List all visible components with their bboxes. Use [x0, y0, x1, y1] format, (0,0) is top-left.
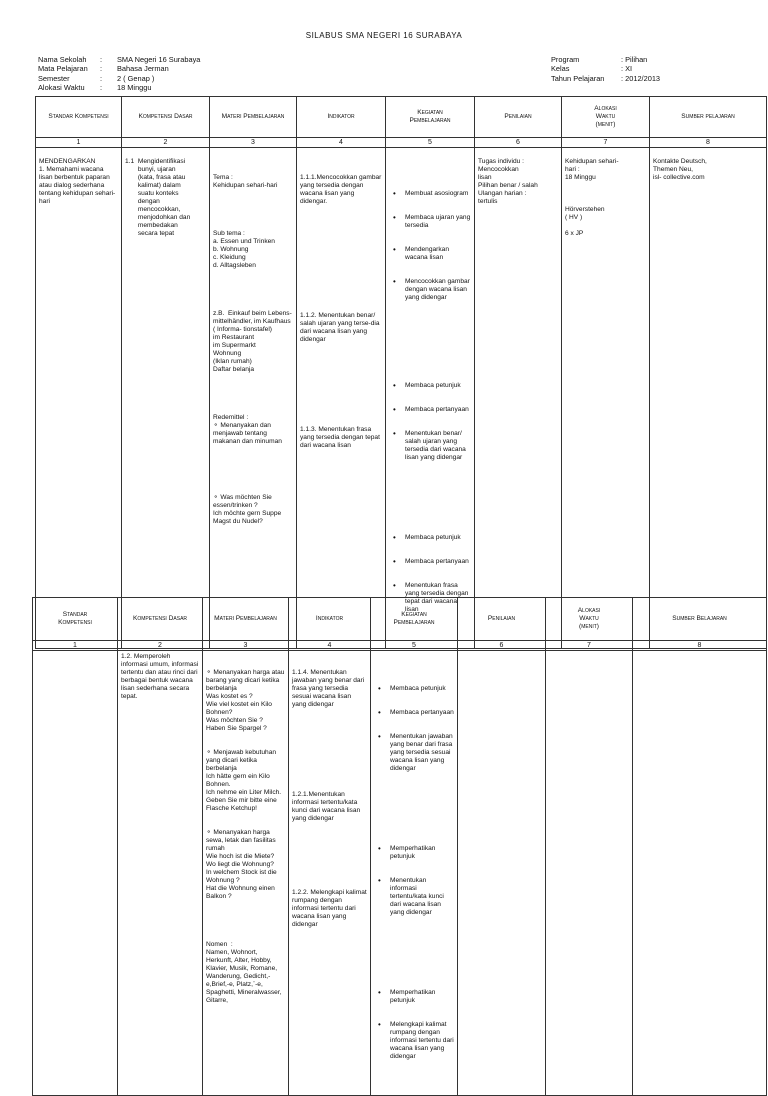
kegiatan-item: • Melengkapi kalimat rumpang dengan informasi tertentu dari wacana lisan yang didengar: [390, 1021, 454, 1061]
info-row: Kelas : XI: [551, 64, 633, 74]
header-cell: Sumber Belajaran: [633, 598, 767, 641]
header-cell: Kegiatan Pembelajaran: [371, 598, 458, 641]
column-number: 4: [289, 641, 371, 651]
kegiatan-item: • Menentukan informasi tertentu/kata kunci dari wacana lisan yang didengar: [390, 877, 454, 917]
kegiatan-item: • Menentukan jawaban yang benar dari frasa yang tersedia sesuai wacana lisan yang didengar: [390, 733, 454, 773]
materi-cell: [203, 651, 289, 1096]
indikator-cell: [297, 148, 386, 649]
kegiatan-list: [389, 366, 471, 478]
kegiatan-item: • Membuat asosiogram: [405, 190, 471, 198]
kegiatan-item: • Membaca pertanyaan: [405, 406, 471, 414]
info-row: Program : Pilihan: [551, 55, 648, 64]
column-number: 1: [33, 641, 118, 651]
kegiatan-list: [374, 973, 454, 1077]
number-row: [33, 641, 767, 651]
info-row: Alokasi Waktu : 18 Minggu: [38, 82, 152, 92]
kegiatan-list: [389, 174, 471, 318]
materi-block: Redemittel : ⚬ Menanyakan dan menjawab tentang makanan dan minuman: [213, 414, 282, 445]
syllabus-table-1: [35, 96, 767, 649]
indikator-item: 1.2.2. Melengkapi kalimat rumpang dengan informasi tertentu dari wacana lisan yang didengar: [292, 889, 369, 928]
header-cell: Kegiatan Pembelajaran: [386, 97, 475, 138]
kegiatan-item: • Menentukan benar/ salah ujaran yang tersedia dari wacana lisan yang didengar: [405, 430, 471, 462]
info-row: Mata Pelajaran : Bahasa Jerman: [38, 64, 169, 74]
header-cell: Materi Pembelajaran: [210, 97, 297, 138]
header-cell: Alokasi Waktu (menit): [562, 97, 650, 138]
column-number: 5: [371, 641, 458, 651]
kegiatan-item: • Membaca petunjuk: [390, 685, 454, 693]
indikator-item: 1.2.1.Menentukan informasi tertentu/kata kunci dari wacana lisan yang didengar: [292, 791, 363, 822]
standar-kompetensi-cell: MENDENGARKAN 1. Memahami wacana lisan berbentuk paparan atau dialog sederhana tentang kehidupan sehari-hari: [36, 148, 122, 649]
header-cell: Penilaian: [475, 97, 562, 138]
alokasi-cell: [546, 651, 633, 1096]
syllabus-table-2: [32, 597, 767, 1096]
header-cell: Kompetensi Dasar: [122, 97, 210, 138]
column-number: 1: [36, 138, 122, 148]
indikator-item: 1.1.2. Menentukan benar/ salah ujaran yang terse-dia dari wacana lisan yang didengar: [300, 312, 382, 343]
header-row: [33, 598, 767, 641]
materi-block: Sub tema : a. Essen und Trinken b. Wohnung c. Kleidung d. Alltagsleben: [213, 230, 275, 269]
kegiatan-item: • Memperhatikan petunjuk: [390, 989, 454, 1005]
standar-kompetensi-cell: [33, 651, 118, 1096]
content-row: [33, 651, 767, 1096]
header-cell: Kompetensi Dasar: [118, 598, 203, 641]
column-number: 3: [210, 138, 297, 148]
column-number: 5: [386, 138, 475, 148]
kegiatan-item: • Mendengarkan wacana lisan: [405, 246, 471, 262]
kompetensi-dasar-cell: 1.1 Mengidentifikasi bunyi, ujaran (kata, frasa atau kalimat) dalam suatu konteks dengan mencocokkan, menjodohkan dan membedakan secara tepat: [122, 148, 210, 649]
header-cell: Indikator: [297, 97, 386, 138]
kegiatan-item: • Membaca pertanyaan: [390, 709, 454, 717]
header-cell: Standar Kompetensi: [33, 598, 118, 641]
column-number: 7: [546, 641, 633, 651]
column-number: 7: [562, 138, 650, 148]
kegiatan-item: • Memperhatikan petunjuk: [390, 845, 454, 861]
column-number: 4: [297, 138, 386, 148]
column-number: 6: [475, 138, 562, 148]
materi-block: ⚬ Menjawab kebutuhan yang dicari ketika berbelanja Ich hätte gern ein Kilo Bohnen. Ich nehme ein Liter Milch. Geben Sie mir bitte eine Flasche Ketchup!: [206, 749, 282, 812]
program-info: [551, 55, 660, 83]
kegiatan-item: • Mencocokkan gambar dengan wacana lisan yang didengar: [405, 278, 471, 302]
sumber-cell: Kontakte Deutsch, Themen Neu, isl- collective.com: [650, 148, 767, 649]
content-row: [36, 148, 767, 649]
info-row: Nama Sekolah : SMA Negeri 16 Surabaya: [38, 55, 201, 64]
column-number: 2: [118, 641, 203, 651]
number-row: [36, 138, 767, 148]
header-cell: Materi Pembelajaran: [203, 598, 289, 641]
materi-cell: [210, 148, 297, 649]
kompetensi-dasar-cell: 1.2. Memperoleh informasi umum, informasi tertentu dan atau rinci dari berbagai bentuk wacana lisan sederhana secara tepat.: [118, 651, 203, 1096]
info-row: Tahun Pelajaran : 2012/2013: [551, 73, 661, 83]
materi-block: ⚬ Was möchten Sie essen/trinken ? Ich möchte gern Suppe Magst du Nudel?: [213, 494, 282, 525]
kegiatan-item: • Membaca petunjuk: [405, 382, 471, 390]
indikator-cell: [289, 651, 371, 1096]
kegiatan-item: • Menentukan frasa yang tersedia dengan tepat dari wacana lisan: [405, 582, 471, 614]
materi-block: z.B. Einkauf beim Lebens- mittelhändler, im Kaufhaus ( Informa- tionstafel) im Restaurant im Supermarkt Wohnung (Iklan rumah) Daftar belanja: [213, 310, 292, 373]
school-info: [38, 55, 200, 92]
materi-block: Tema : Kehidupan sehari-hari: [213, 174, 278, 189]
header-cell: Standar Kompetensi: [36, 97, 122, 138]
penilaian-cell: [458, 651, 546, 1096]
indikator-item: 1.1.4. Menentukan jawaban yang benar dari frasa yang tersedia sesuai wacana lisan yang didengar: [292, 669, 367, 708]
header-row: [36, 97, 767, 138]
info-row: Semester : 2 ( Genap ): [38, 73, 155, 83]
materi-block: ⚬ Menanyakan harga atau barang yang dicari ketika berbelanja Was kostet es ? Wie viel kostet ein Kilo Bohnen? Was möchten Sie ? Haben Sie Spargel ?: [206, 669, 285, 732]
column-number: 2: [122, 138, 210, 148]
sumber-cell: [633, 651, 767, 1096]
indikator-item: 1.1.3. Menentukan frasa yang tersedia dengan tepat dari wacana lisan: [300, 426, 382, 449]
kegiatan-list: [374, 669, 454, 789]
kegiatan-item: • Membaca pertanyaan: [405, 558, 471, 566]
penilaian-cell: Tugas individu : Mencocokkan lisan Pilihan benar / salah Ulangan harian : tertulis: [475, 148, 562, 649]
column-number: 6: [458, 641, 546, 651]
materi-block: ⚬ Menanyakan harga sewa, letak dan fasilitas rumah Wie hoch ist die Miete? Wo liegt die Wohnung? In welchem Stock ist die Wohnung ? Hat die Wohnung einen Balkon ?: [206, 829, 277, 900]
alokasi-cell: Kehidupan sehari- hari : 18 Minggu Hörverstehen ( HV ) 6 x JP: [562, 148, 650, 649]
header-cell: Penilaian: [458, 598, 546, 641]
header-cell: Sumber pelajaran: [650, 97, 767, 138]
kegiatan-item: • Membaca petunjuk: [405, 534, 471, 542]
header-cell: Indikator: [289, 598, 371, 641]
materi-block: Nomen : Namen, Wohnort, Herkunft, Alter, Hobby, Klavier, Musik, Romane, Wanderung, Gedicht,-e,Brief,-e, Platz,¨-e, Spaghetti, Mineralwasser, Gitarre,: [206, 941, 282, 1004]
kegiatan-list: [374, 829, 454, 933]
kegiatan-cell: [371, 651, 458, 1096]
kegiatan-cell: [386, 148, 475, 649]
column-number: 3: [203, 641, 289, 651]
column-number: 8: [650, 138, 767, 148]
kegiatan-item: • Membaca ujaran yang tersedia: [405, 214, 471, 230]
header-cell: Alokasi Waktu (menit): [546, 598, 633, 641]
indikator-item: 1.1.1.Mencocokkan gambar yang tersedia dengan wacana lisan yang didengar.: [300, 174, 384, 205]
column-number: 8: [633, 641, 767, 651]
document-title: SILABUS SMA NEGERI 16 SURABAYA: [305, 31, 463, 40]
